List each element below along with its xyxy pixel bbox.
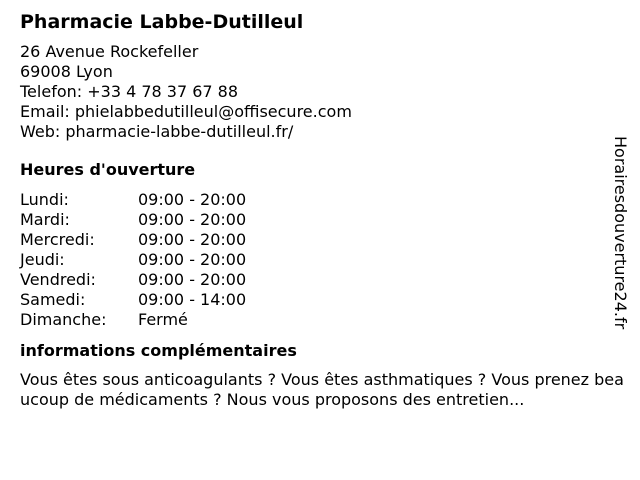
hours-value: 09:00 - 20:00	[138, 190, 247, 209]
phone-line[interactable]: Telefon: +33 4 78 37 67 88	[20, 82, 239, 101]
hours-row	[20, 250, 246, 270]
day-label: Dimanche:	[20, 310, 107, 329]
hours-row	[20, 230, 246, 250]
day-label: Samedi:	[20, 290, 86, 309]
day-label: Mardi:	[20, 210, 70, 229]
pharmacy-name: Pharmacie Labbe-Dutilleul	[20, 11, 304, 33]
hours-row	[20, 310, 246, 330]
hours-value: 09:00 - 20:00	[138, 230, 247, 249]
additional-info-title: informations complémentaires	[20, 341, 297, 360]
day-label: Lundi:	[20, 190, 69, 209]
hours-value: 09:00 - 20:00	[138, 250, 247, 269]
additional-info-text: Vous êtes sous anticoagulants ? Vous êtes asthmatiques ? Vous prenez beaucoup de médicaments ? Nous vous proposons des entretien...	[20, 370, 624, 409]
site-watermark: Horairesdouverture24.fr	[611, 136, 630, 330]
hours-value: 09:00 - 20:00	[138, 270, 247, 289]
hours-row	[20, 210, 246, 230]
web-line[interactable]: Web: pharmacie-labbe-dutilleul.fr/	[20, 122, 294, 141]
email-line[interactable]: Email: phielabbedutilleul@offisecure.com	[20, 102, 352, 121]
address-street: 26 Avenue Rockefeller	[20, 42, 199, 61]
day-label: Mercredi:	[20, 230, 95, 249]
contact-block	[20, 42, 620, 142]
day-label: Jeudi:	[20, 250, 65, 269]
hours-value: Fermé	[138, 310, 188, 329]
hours-row	[20, 190, 246, 210]
opening-hours-table	[20, 190, 246, 330]
hours-row	[20, 290, 246, 310]
hours-value: 09:00 - 14:00	[138, 290, 247, 309]
hours-value: 09:00 - 20:00	[138, 210, 247, 229]
address-city: 69008 Lyon	[20, 62, 113, 81]
day-label: Vendredi:	[20, 270, 96, 289]
opening-hours-title: Heures d'ouverture	[20, 160, 196, 179]
hours-row	[20, 270, 246, 290]
